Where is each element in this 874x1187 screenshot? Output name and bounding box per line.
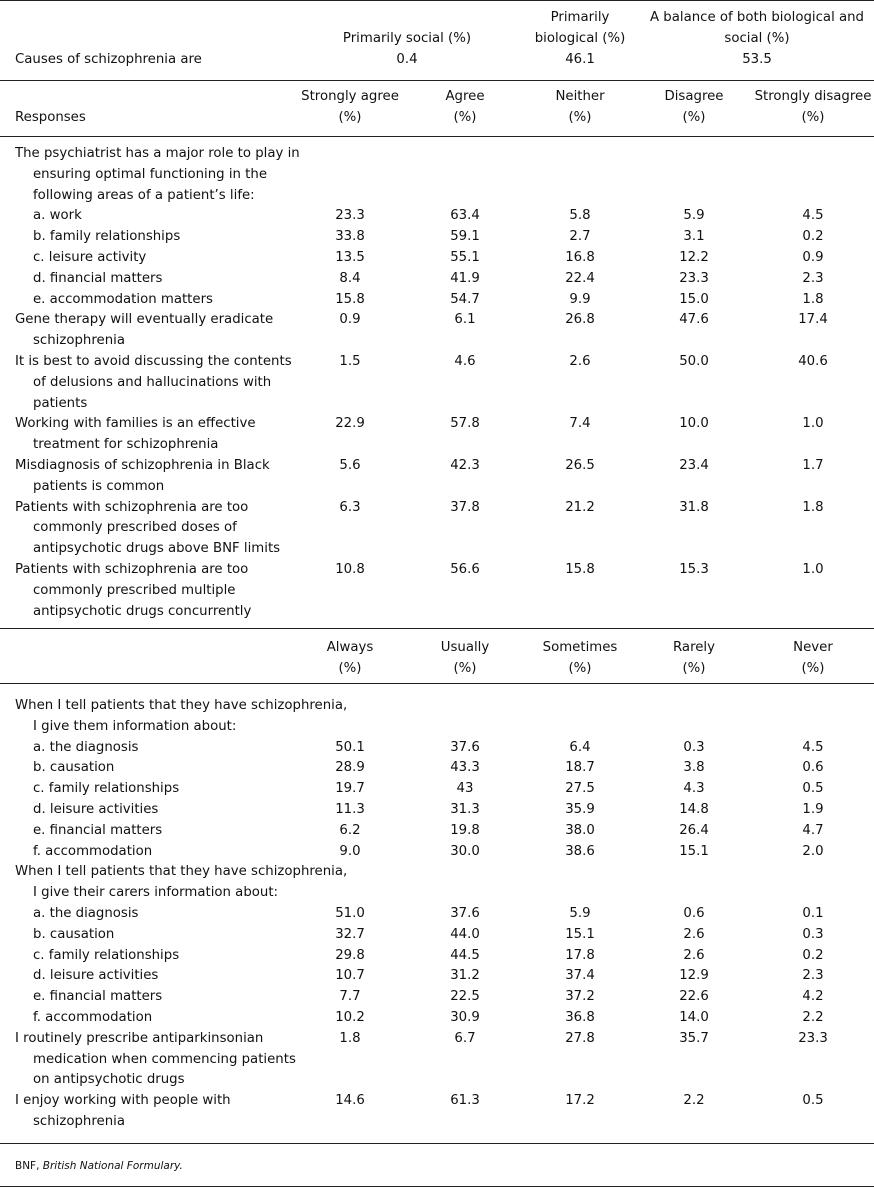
frequency-value: 14.8 xyxy=(679,802,709,817)
frequency-col-header-line: Rarely xyxy=(672,640,715,655)
frequency-value: 0.2 xyxy=(802,947,824,963)
frequency-value: 0.6 xyxy=(683,906,705,921)
frequency-value: 2.3 xyxy=(802,968,824,984)
frequency-col-header-line: Always xyxy=(326,640,374,655)
agreement-value: 47.6 xyxy=(679,312,709,328)
agreement-value: 12.2 xyxy=(679,250,709,265)
causes-col-header-line: social (%) xyxy=(724,31,790,47)
frequency-value: 15.1 xyxy=(565,926,595,942)
frequency-col-header-line: (%) xyxy=(682,660,706,676)
frequency-value: 0.3 xyxy=(683,739,705,755)
agreement-value: 2.7 xyxy=(569,229,591,245)
agreement-row-label-line: c. leisure activity xyxy=(33,250,147,265)
agreement-row-label-line: antipsychotic drugs above BNF limits xyxy=(33,541,281,557)
agreement-value: 41.9 xyxy=(450,270,480,286)
frequency-row-label-line: I give their carers information about: xyxy=(33,885,279,901)
agreement-value: 2.6 xyxy=(569,354,591,369)
frequency-row-label-line: e. financial matters xyxy=(33,989,163,1005)
agreement-row-label-line: d. financial matters xyxy=(33,270,163,286)
frequency-row-label-line: e. financial matters xyxy=(33,822,163,838)
responses-label: Responses xyxy=(15,110,86,125)
frequency-value: 10.7 xyxy=(335,968,365,984)
frequency-value: 5.9 xyxy=(569,906,591,921)
frequency-value: 19.7 xyxy=(335,781,365,797)
footnote-text: British National Formulary. xyxy=(42,1160,183,1172)
agreement-value: 3.1 xyxy=(683,229,705,245)
frequency-value: 29.8 xyxy=(335,947,365,963)
agreement-value: 17.4 xyxy=(798,312,828,328)
frequency-value: 31.3 xyxy=(450,802,480,817)
frequency-row-label-line: b. causation xyxy=(33,926,115,942)
frequency-value: 4.3 xyxy=(683,781,705,797)
agreement-value: 2.3 xyxy=(802,270,824,286)
frequency-value: 30.0 xyxy=(450,843,480,859)
agreement-value: 59.1 xyxy=(450,229,480,245)
frequency-value: 61.3 xyxy=(450,1093,480,1109)
agreement-row-label-line: Gene therapy will eventually eradicate xyxy=(15,312,274,328)
causes-label: Causes of schizophrenia are xyxy=(15,52,202,67)
frequency-value: 0.5 xyxy=(802,781,824,797)
frequency-value: 2.0 xyxy=(802,843,824,859)
agreement-col-header-line: (%) xyxy=(338,109,362,125)
frequency-value: 4.7 xyxy=(802,822,824,838)
footnote-abbr: BNF, xyxy=(15,1160,40,1172)
agreement-row-label-line: schizophrenia xyxy=(33,333,125,349)
frequency-value: 44.0 xyxy=(450,926,480,942)
frequency-row-label-line: a. the diagnosis xyxy=(33,906,139,921)
frequency-value: 15.1 xyxy=(679,843,709,859)
frequency-value: 2.6 xyxy=(683,947,705,963)
frequency-row-label-line: a. the diagnosis xyxy=(33,739,139,755)
agreement-col-header-line: (%) xyxy=(682,109,706,125)
footnote xyxy=(15,1159,183,1173)
frequency-col-header-line: (%) xyxy=(338,660,362,676)
frequency-value: 4.5 xyxy=(802,739,824,755)
agreement-col-header-line: (%) xyxy=(801,109,825,125)
frequency-value: 0.5 xyxy=(802,1093,824,1109)
agreement-col-header-line: Agree xyxy=(445,89,485,104)
agreement-value: 1.5 xyxy=(339,354,361,369)
frequency-value: 19.8 xyxy=(450,822,480,838)
agreement-col-header-line: Strongly agree xyxy=(301,89,399,104)
frequency-row-label-line: on antipsychotic drugs xyxy=(33,1072,185,1088)
agreement-value: 15.0 xyxy=(679,291,709,307)
frequency-col-header-line: (%) xyxy=(568,660,592,676)
frequency-value: 17.8 xyxy=(565,947,595,963)
frequency-row-label-line: medication when commencing patients xyxy=(33,1051,296,1067)
frequency-row-label-line: d. leisure activities xyxy=(33,968,159,984)
agreement-row-label-line: patients is common xyxy=(33,478,165,494)
frequency-value: 35.9 xyxy=(565,802,595,817)
frequency-row-label-line: d. leisure activities xyxy=(33,802,159,817)
agreement-value: 55.1 xyxy=(450,250,480,265)
agreement-row-label-line: patients xyxy=(33,395,88,411)
frequency-row-label-line: I routinely prescribe antiparkinsonian xyxy=(15,1030,264,1046)
frequency-value: 3.8 xyxy=(683,760,705,776)
frequency-value: 12.9 xyxy=(679,968,709,984)
agreement-value: 5.6 xyxy=(339,458,361,473)
causes-value: 0.4 xyxy=(396,52,418,67)
frequency-value: 6.4 xyxy=(569,739,591,755)
agreement-value: 1.7 xyxy=(802,458,824,473)
agreement-value: 26.5 xyxy=(565,458,595,473)
agreement-value: 42.3 xyxy=(450,458,480,473)
agreement-row-label-line: of delusions and hallucinations with xyxy=(33,374,272,390)
agreement-value: 8.4 xyxy=(339,270,361,286)
agreement-col-header-line: Disagree xyxy=(664,89,724,104)
frequency-value: 37.4 xyxy=(565,968,595,984)
agreement-row-label-line: The psychiatrist has a major role to play in xyxy=(15,146,300,161)
agreement-value: 1.0 xyxy=(802,416,824,432)
agreement-value: 40.6 xyxy=(798,354,828,369)
frequency-row-label-line: When I tell patients that they have schizophrenia, xyxy=(15,864,348,880)
agreement-value: 0.2 xyxy=(802,229,824,245)
frequency-value: 0.6 xyxy=(802,760,824,776)
agreement-row-label-line: commonly prescribed doses of xyxy=(33,520,237,536)
agreement-value: 13.5 xyxy=(335,250,365,265)
agreement-value: 31.8 xyxy=(679,499,709,515)
agreement-row-label-line: Patients with schizophrenia are too xyxy=(15,499,249,515)
frequency-value: 0.1 xyxy=(802,906,824,921)
frequency-value: 4.2 xyxy=(802,989,824,1005)
causes-value: 46.1 xyxy=(565,52,595,67)
frequency-value: 37.2 xyxy=(565,989,595,1005)
agreement-row-label-line: a. work xyxy=(33,208,82,224)
agreement-row-label-line: commonly prescribed multiple xyxy=(33,582,236,598)
frequency-row-label-line: I enjoy working with people with xyxy=(15,1093,231,1109)
agreement-row-label-line: ensuring optimal functioning in the xyxy=(33,166,268,182)
frequency-col-header-line: Never xyxy=(793,640,833,655)
agreement-row-label-line: It is best to avoid discussing the contents xyxy=(15,354,292,369)
frequency-row-label-line: c. family relationships xyxy=(33,947,180,963)
frequency-value: 14.0 xyxy=(679,1010,709,1025)
agreement-value: 1.8 xyxy=(802,499,824,515)
agreement-header-rule xyxy=(0,136,874,137)
frequency-value: 1.8 xyxy=(339,1030,361,1046)
frequency-value: 43.3 xyxy=(450,760,480,776)
agreement-value: 1.0 xyxy=(802,562,824,577)
frequency-row-label-line: b. causation xyxy=(33,760,115,776)
frequency-header-rule xyxy=(0,683,874,684)
agreement-value: 26.8 xyxy=(565,312,595,328)
agreement-value: 23.3 xyxy=(335,208,365,224)
agreement-value: 16.8 xyxy=(565,250,595,265)
frequency-value: 27.5 xyxy=(565,781,595,797)
agreement-value: 22.9 xyxy=(335,416,365,432)
frequency-value: 2.6 xyxy=(683,926,705,942)
frequency-row-label-line: f. accommodation xyxy=(33,843,153,859)
agreement-row-label-line: following areas of a patient’s life: xyxy=(33,187,255,203)
frequency-value: 36.8 xyxy=(565,1010,595,1025)
frequency-col-header-line: (%) xyxy=(453,660,477,676)
agreement-value: 15.3 xyxy=(679,562,709,577)
frequency-value: 30.9 xyxy=(450,1010,480,1025)
agreement-value: 22.4 xyxy=(565,270,595,286)
agreement-value: 50.0 xyxy=(679,354,709,369)
frequency-value: 27.8 xyxy=(565,1030,595,1046)
agreement-value: 1.8 xyxy=(802,291,824,307)
frequency-value: 1.9 xyxy=(802,802,824,817)
agreement-value: 37.8 xyxy=(450,499,480,515)
frequency-row-label-line: schizophrenia xyxy=(33,1114,125,1129)
frequency-value: 37.6 xyxy=(450,739,480,755)
agreement-value: 7.4 xyxy=(569,416,591,432)
agreement-value: 54.7 xyxy=(450,291,480,307)
agreement-row-label-line: Patients with schizophrenia are too xyxy=(15,562,249,577)
frequency-value: 43 xyxy=(456,781,474,797)
causes-col-header-line: Primarily social (%) xyxy=(342,31,472,47)
section-rule xyxy=(0,628,874,629)
frequency-value: 50.1 xyxy=(335,739,365,755)
agreement-row-label-line: b. family relationships xyxy=(33,229,181,245)
frequency-value: 51.0 xyxy=(335,906,365,921)
agreement-col-header-line: (%) xyxy=(568,109,592,125)
frequency-row-label-line: I give them information about: xyxy=(33,718,237,734)
frequency-value: 38.6 xyxy=(565,843,595,859)
agreement-value: 23.3 xyxy=(679,270,709,286)
agreement-value: 15.8 xyxy=(565,562,595,577)
frequency-value: 32.7 xyxy=(335,926,365,942)
top-rule xyxy=(0,0,874,1)
causes-value: 53.5 xyxy=(742,52,772,67)
frequency-col-header-line: Usually xyxy=(440,640,490,655)
frequency-value: 11.3 xyxy=(335,802,365,817)
agreement-value: 6.1 xyxy=(454,312,476,328)
frequency-value: 38.0 xyxy=(565,822,595,838)
frequency-value: 2.2 xyxy=(802,1010,824,1025)
frequency-row-label-line: c. family relationships xyxy=(33,781,180,797)
frequency-value: 23.3 xyxy=(798,1030,828,1046)
agreement-value: 4.6 xyxy=(454,354,476,369)
frequency-value: 17.2 xyxy=(565,1093,595,1109)
frequency-value: 35.7 xyxy=(679,1030,709,1046)
frequency-row-label-line: When I tell patients that they have schizophrenia, xyxy=(15,698,348,713)
frequency-value: 10.2 xyxy=(335,1010,365,1025)
header-rule xyxy=(0,80,874,81)
frequency-value: 31.2 xyxy=(450,968,480,984)
causes-col-header-line: A balance of both biological and xyxy=(649,10,865,26)
agreement-col-header-line: Strongly disagree xyxy=(754,89,872,104)
agreement-value: 0.9 xyxy=(339,312,361,328)
frequency-value: 7.7 xyxy=(339,989,361,1005)
agreement-row-label-line: Working with families is an effective xyxy=(15,416,256,432)
agreement-value: 63.4 xyxy=(450,208,480,224)
frequency-value: 18.7 xyxy=(565,760,595,776)
frequency-value: 0.3 xyxy=(802,926,824,942)
agreement-value: 5.8 xyxy=(569,208,591,224)
agreement-value: 56.6 xyxy=(450,562,480,577)
agreement-row-label-line: Misdiagnosis of schizophrenia in Black xyxy=(15,458,270,473)
agreement-value: 0.9 xyxy=(802,250,824,265)
agreement-col-header-line: (%) xyxy=(453,109,477,125)
agreement-value: 21.2 xyxy=(565,499,595,515)
causes-col-header-line: biological (%) xyxy=(534,31,626,47)
bottom-rule xyxy=(0,1143,874,1144)
frequency-value: 44.5 xyxy=(450,947,480,963)
agreement-value: 9.9 xyxy=(569,291,591,307)
frequency-col-header-line: Sometimes xyxy=(542,640,618,655)
frequency-col-header-line: (%) xyxy=(801,660,825,676)
frequency-value: 14.6 xyxy=(335,1093,365,1109)
frequency-value: 26.4 xyxy=(679,822,709,838)
frequency-value: 37.6 xyxy=(450,906,480,921)
agreement-value: 33.8 xyxy=(335,229,365,245)
agreement-row-label-line: antipsychotic drugs concurrently xyxy=(33,603,252,619)
agreement-value: 15.8 xyxy=(335,291,365,307)
agreement-row-label-line: e. accommodation matters xyxy=(33,291,213,307)
frequency-value: 9.0 xyxy=(339,843,361,859)
frequency-row-label-line: f. accommodation xyxy=(33,1010,153,1025)
agreement-value: 10.0 xyxy=(679,416,709,432)
agreement-value: 6.3 xyxy=(339,499,361,515)
frequency-value: 22.6 xyxy=(679,989,709,1005)
frequency-value: 28.9 xyxy=(335,760,365,776)
agreement-value: 23.4 xyxy=(679,458,709,473)
agreement-row-label-line: treatment for schizophrenia xyxy=(33,437,219,453)
agreement-value: 57.8 xyxy=(450,416,480,432)
frequency-value: 6.2 xyxy=(339,822,361,838)
agreement-value: 5.9 xyxy=(683,208,705,224)
causes-col-header-line: Primarily xyxy=(550,10,610,26)
frequency-value: 22.5 xyxy=(450,989,480,1005)
agreement-value: 4.5 xyxy=(802,208,824,224)
agreement-value: 10.8 xyxy=(335,562,365,577)
agreement-col-header-line: Neither xyxy=(555,89,605,104)
frequency-value: 2.2 xyxy=(683,1093,705,1109)
frequency-value: 6.7 xyxy=(454,1030,476,1046)
